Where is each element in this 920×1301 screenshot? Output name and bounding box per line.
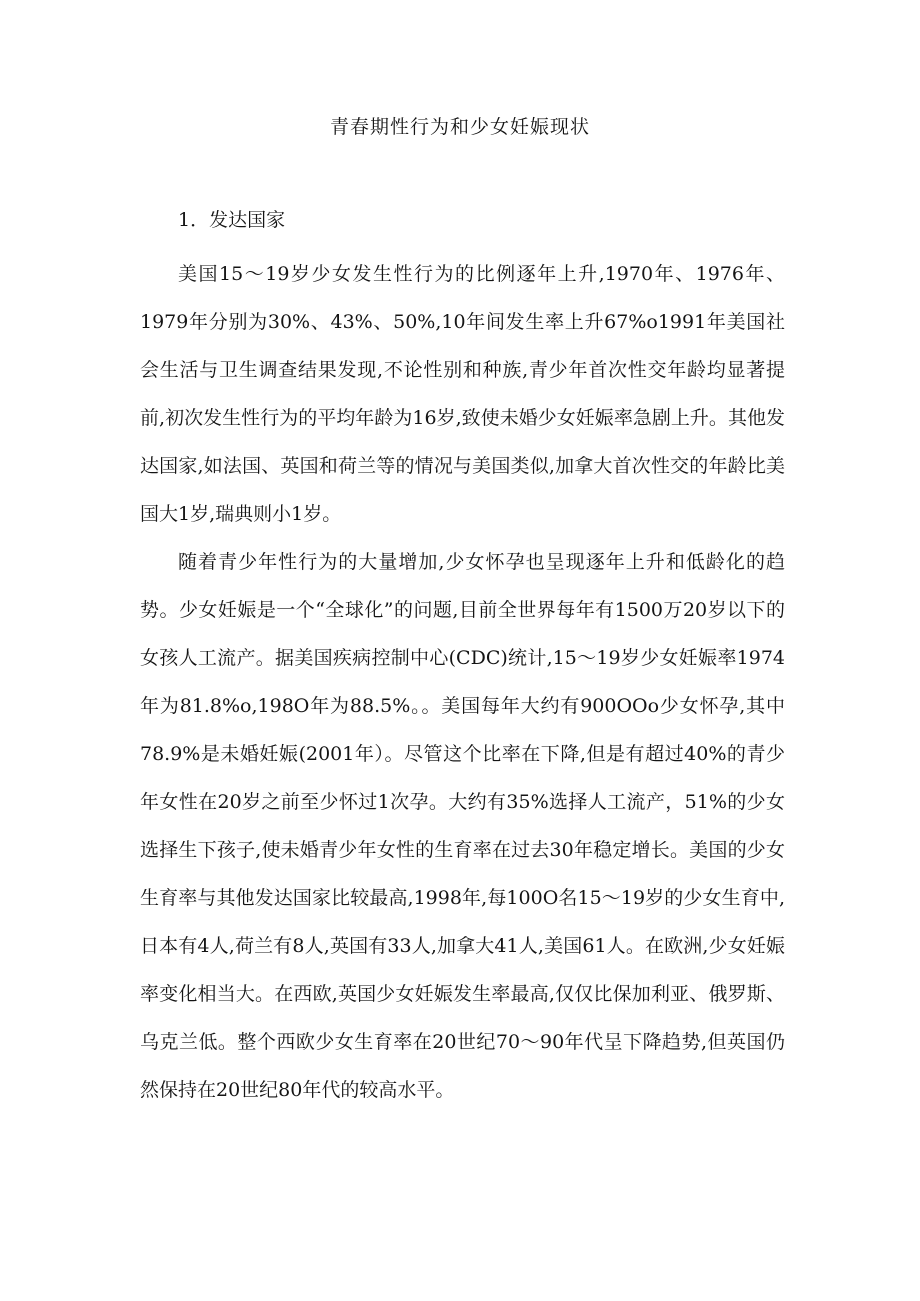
paragraph-2: 随着青少年性行为的大量增加,少女怀孕也呈现逐年上升和低龄化的趋势。少女妊娠是一个“全球化”的问题,目前全世界每年有1500万20岁以下的女孩人工流产。据美国疾病控制中心(CDC)统计,15～19岁少女妊娠率1974年为81.8%o,198O年为88.5%。。美国每年大约有900OOo少女怀孕,其中78.9%是未婚妊娠(2001年）。尽管这个比率在下降,但是有超过40%的青少年女性在20岁之前至少怀过1次孕。大约有35%选择人工流产，51%的少女选择生下孩子,使未婚青少年女性的生育率在过去30年稳定增长。美国的少女生育率与其他发达国家比较最高,1998年,每100O名15～19岁的少女生育中,日本有4人,荷兰有8人,英国有33人,加拿大41人,美国61人。在欧洲,少女妊娠率变化相当大。在西欧,英国少女妊娠发生率最高,仅仅比保加利亚、俄罗斯、乌克兰低。整个西欧少女生育率在20世纪70～90年代呈下降趋势,但英国仍然保持在20世纪80年代的较高水平。 (140, 551, 785, 1101)
section-heading: 1．发达国家 (178, 209, 286, 231)
paragraph-1: 美国15～19岁少女发生性行为的比例逐年上升,1970年、1976年、1979年分别为30%、43%、50%,10年间发生率上升67%o1991年美国社会生活与卫生调查结果发现,不论性别和种族,青少年首次性交年龄均显著提前,初次发生性行为的平均年龄为16岁,致使未婚少女妊娠率急剧上升。其他发达国家,如法国、英国和荷兰等的情况与美国类似,加拿大首次性交的年龄比美国大1岁,瑞典则小1岁。 (140, 263, 785, 525)
document-title: 青春期性行为和少女妊娠现状 (329, 116, 590, 138)
